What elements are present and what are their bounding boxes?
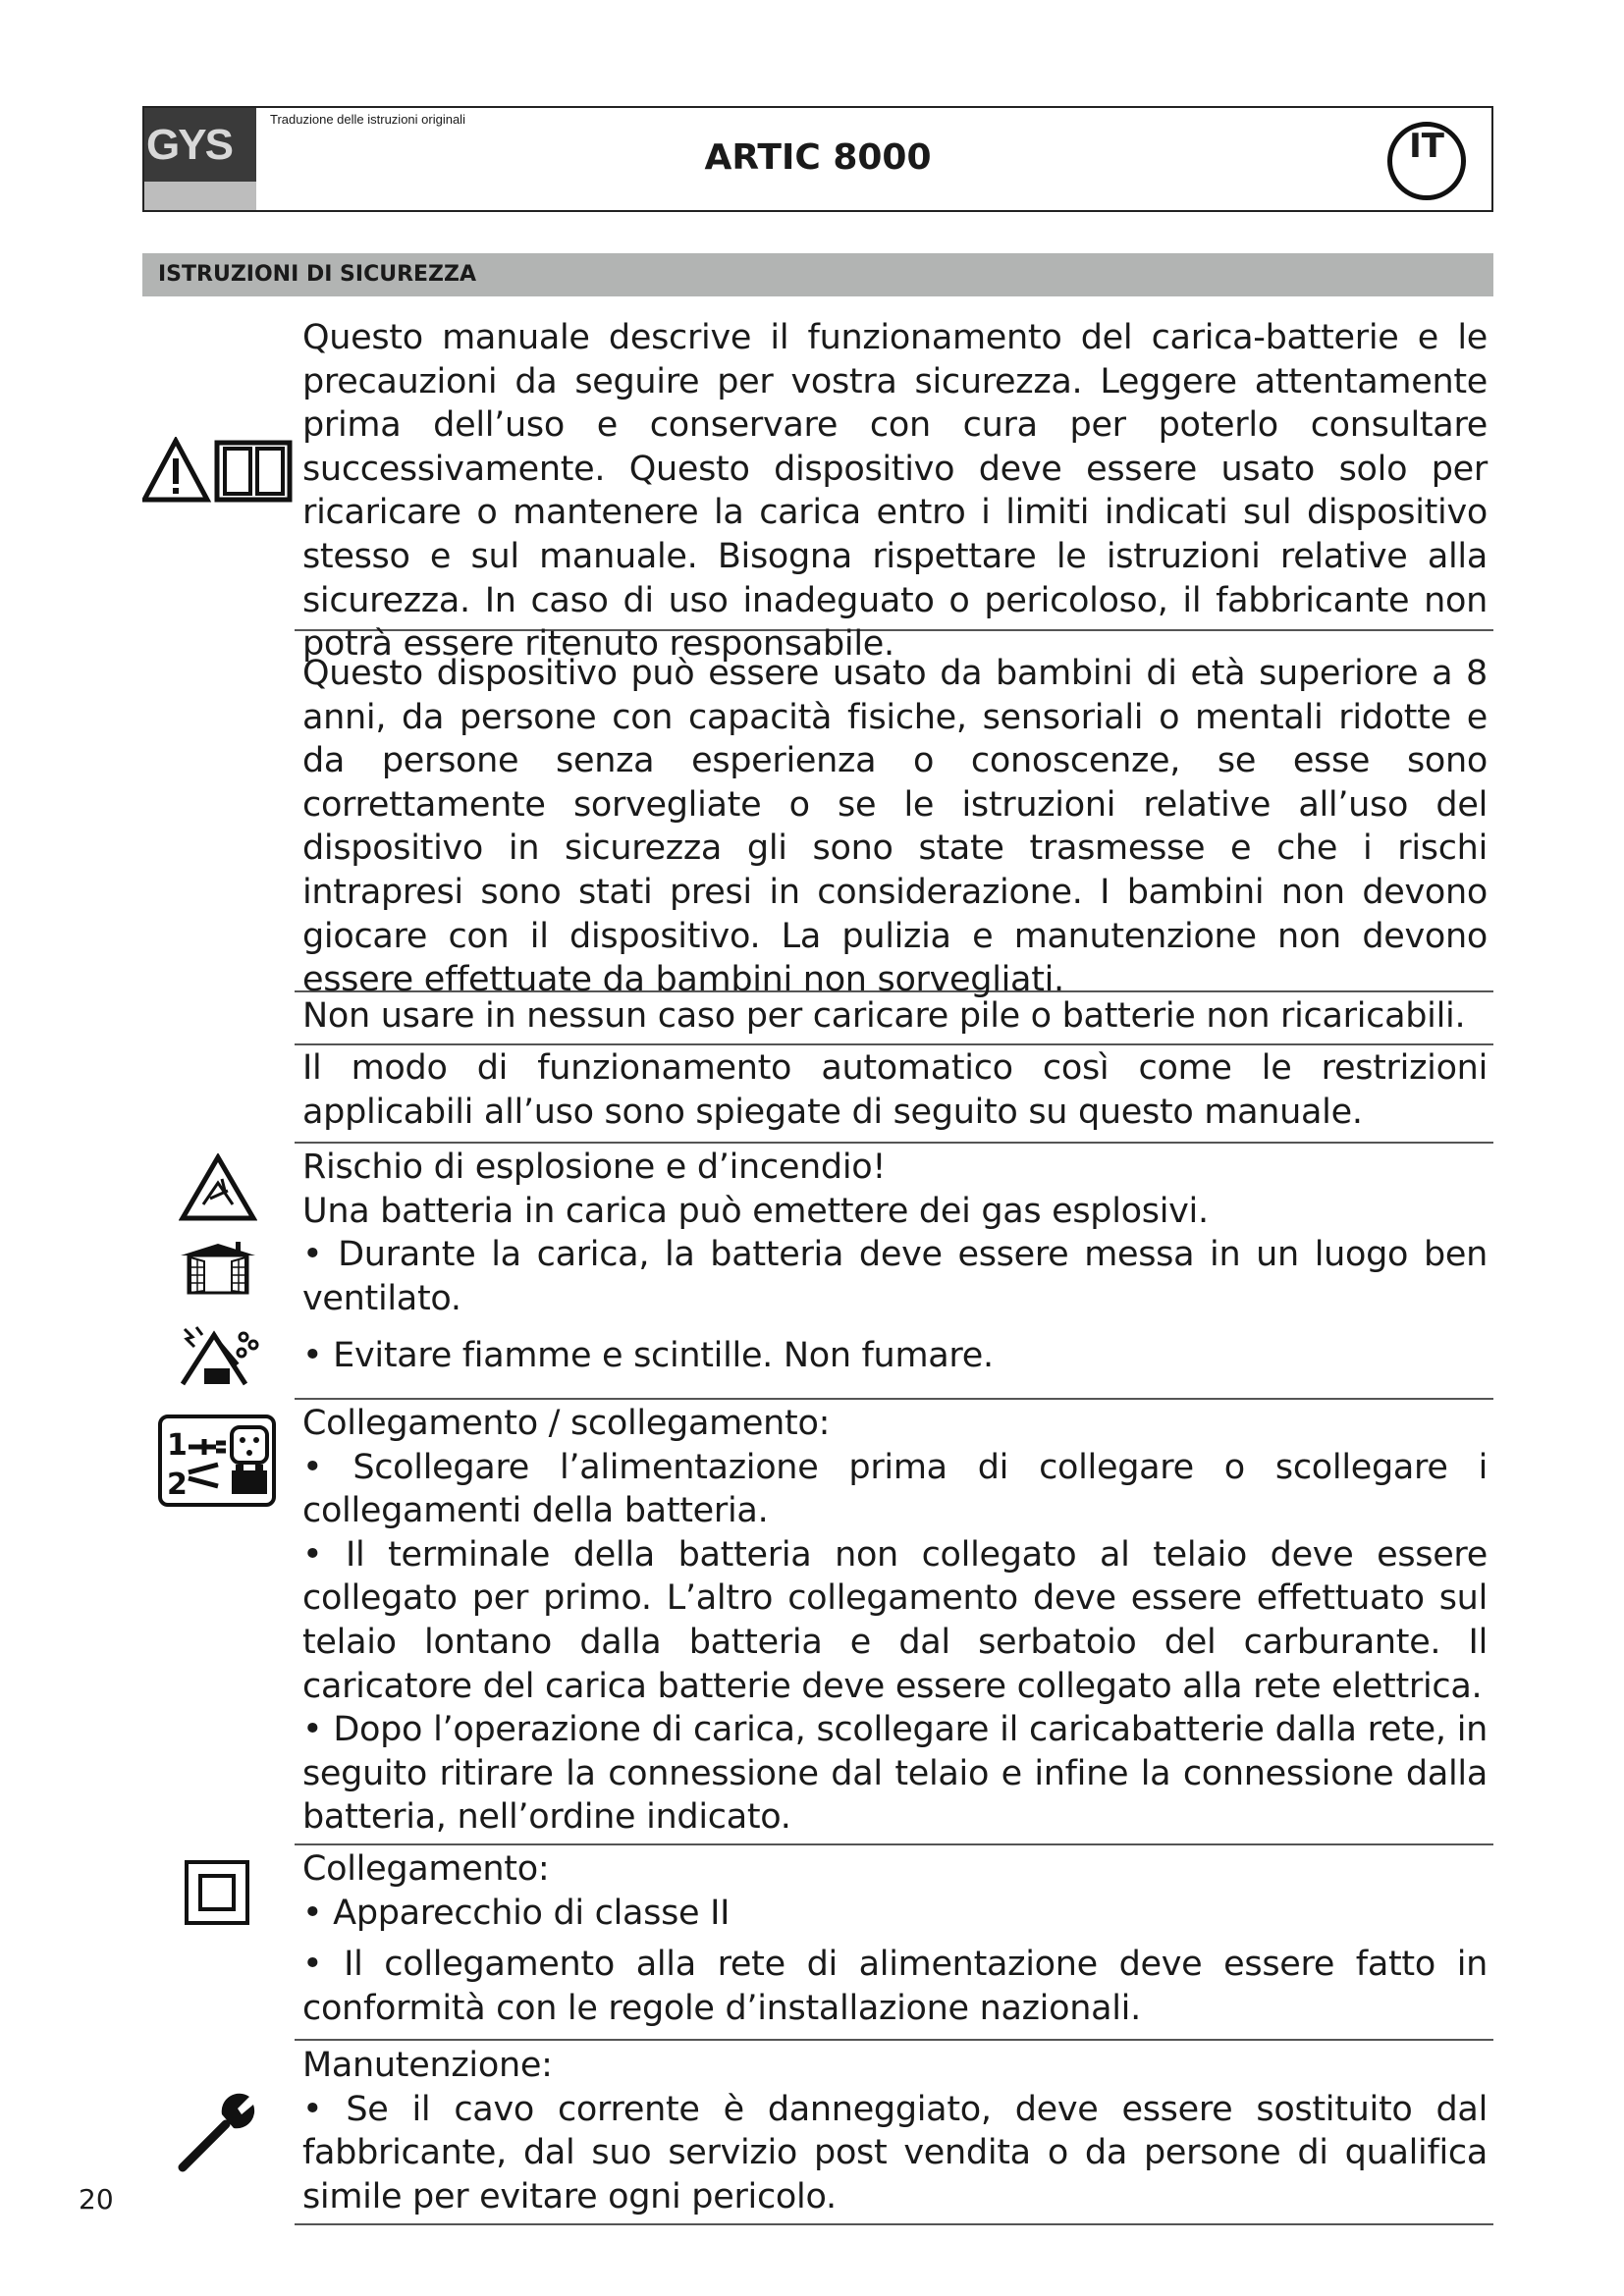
safety-text: • Scollegare l’alimentazione prima di collegare o scollegare i collegamenti della batteria.	[302, 1447, 1488, 1531]
safety-text: Collegamento:	[302, 1849, 550, 1889]
safety-text: Questo dispositivo può essere usato da bambini di età superiore a 8 anni, da persone con capacità fisiche, sensoriali o mentali ridotte e da persone senza esperienza o conoscenze, se esse sono correttamente sorvegliate o se le istruzioni relative all’uso del dispositivo in sicurezza gli sono state trasmesse e che i rischi intrapresi sono stati presi in considerazione. I bambini non devono giocare con il dispositivo. La pulizia e manutenzione non devono essere effettuate da bambini non sorvegliati.	[302, 654, 1488, 1000]
language-badge: IT	[1387, 122, 1466, 200]
safety-row	[295, 2044, 1493, 2225]
safety-text: Collegamento / scollegamento:	[302, 1404, 831, 1443]
safety-text: Il modo di funzionamento automatico così come le restrizioni applicabili all’uso sono spiegate di seguito su questo manuale.	[302, 1048, 1488, 1132]
safety-text: • Il collegamento alla rete di alimentazione deve essere fatto in conformità con le regole d’installazione nazionali.	[302, 1945, 1488, 2028]
safety-text: Questo manuale descrive il funzionamento del carica-batterie e le precauzioni da seguire per vostra sicurezza. Leggere attentamente prima dell’uso e conservare con cura per poterlo consultare successivamente. Questo dispositivo deve essere usato solo per ricaricare o mantenere la carica entro i limiti indicati sul dispositivo stesso e sul manuale. Bisogna rispettare le istruzioni relative alla sicurezza. In caso di uso inadeguato o pericoloso, il fabbricante non potrà essere ritenuto responsabile.	[302, 318, 1488, 665]
gys-logo: GYS	[144, 108, 256, 210]
safety-text: Manutenzione:	[302, 2046, 553, 2085]
page-header	[142, 106, 1493, 212]
translation-note: Traduzione delle istruzioni originali	[270, 112, 465, 127]
safety-text: • Durante la carica, la batteria deve essere messa in un luogo ben ventilato.	[302, 1235, 1488, 1318]
safety-row	[295, 1046, 1493, 1144]
wrench-icon	[175, 2091, 259, 2175]
safety-text: Non usare in nessun caso per caricare pile o batterie non ricaricabili.	[302, 996, 1466, 1036]
svg-text:1: 1	[167, 1428, 188, 1463]
warning-manual-icon	[142, 437, 295, 506]
safety-text: Rischio di esplosione e d’incendio!	[302, 1148, 887, 1187]
connection-order-icon	[157, 1414, 277, 1508]
safety-row	[295, 1847, 1493, 2041]
safety-row	[295, 652, 1493, 1000]
safety-row	[295, 994, 1493, 1045]
safety-text: • Il terminale della batteria non collegato al telaio deve essere collegato per primo. L’altro collegamento deve essere effettuato sul telaio lontano dalla batteria e dal serbatoio del carburante. Il caricatore del carica batterie deve essere collegato alla rete elettrica.	[302, 1534, 1488, 1706]
safety-text: • Apparecchio di classe II	[302, 1893, 731, 1933]
ventilated-room-icon	[179, 1242, 257, 1296]
safety-row	[295, 316, 1493, 665]
safety-row	[295, 1402, 1493, 1845]
page-number: 20	[79, 2183, 114, 2216]
document-title: ARTIC 8000	[704, 137, 932, 178]
safety-text: • Evitare fiamme e scintille. Non fumare.	[302, 1336, 994, 1376]
safety-text: Una batteria in carica può emettere dei gas esplosivi.	[302, 1191, 1209, 1231]
explosion-warning-icon	[179, 1153, 257, 1222]
class-ii-icon	[184, 1859, 250, 1926]
safety-text: • Se il cavo corrente è danneggiato, deve essere sostituito dal fabbricante, dal suo servizio post vendita o da persone di qualifica simile per evitare ogni pericolo.	[302, 2089, 1488, 2216]
svg-text:2: 2	[167, 1468, 188, 1502]
section-title: ISTRUZIONI DI SICUREZZA	[142, 253, 1493, 296]
no-flames-sparks-icon	[177, 1325, 260, 1389]
safety-row	[295, 1146, 1493, 1400]
safety-text: • Dopo l’operazione di carica, scollegare il caricabatterie dalla rete, in seguito ritirare la connessione dal telaio e infine la connessione dalla batteria, nell’ordine indicato.	[302, 1710, 1488, 1838]
